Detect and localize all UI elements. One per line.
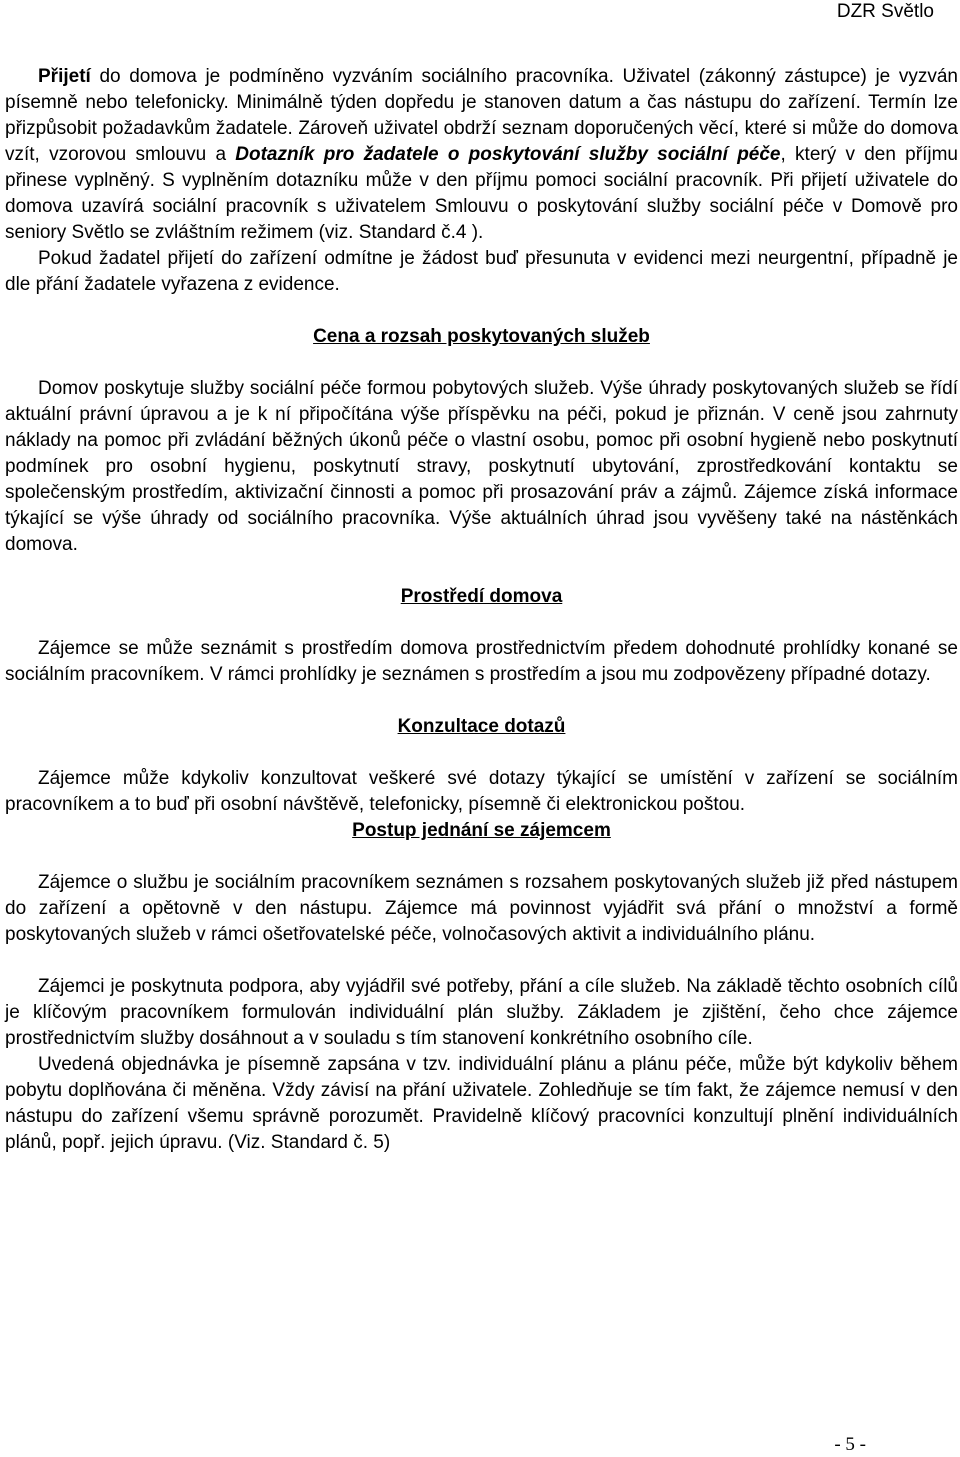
page-number: - 5 - (834, 1434, 866, 1455)
section-paragraph: Uvedená objednávka je písemně zapsána v tzv. individuální plánu a plánu péče, může být kdykoliv během pobytu doplňována či měněna. Vždy závisí na přání uživatele. Zohledňuje se tím fakt, že zájemce nemusí v den nástupu do zařízení všemu správně porozumět. Pravidelně klíčový pracovníci konzultují plnění individuálních plánů, popř. jejich úpravu. (Viz. Standard č. 5) (5, 1054, 958, 1153)
section-paragraph: Zájemce může kdykoliv konzultovat veškeré své dotazy týkající se umístění v zařízení se sociálním pracovníkem a to buď při osobní návštěvě, telefonicky, písemně či elektronickou poštou. (5, 768, 958, 815)
questionnaire-title: Dotazník pro žadatele o poskytování služby sociální péče (235, 144, 781, 165)
intro-bold-lead: Přijetí (38, 66, 91, 87)
document-header: DZR Světlo (836, 1, 934, 22)
document-body (5, 64, 958, 1156)
intro-paragraph (5, 64, 958, 246)
section-heading-consultation: Konzultace dotazů (397, 716, 566, 737)
section-paragraph: Zájemce o službu je sociálním pracovníkem seznámen s rozsahem poskytovaných služeb již před nástupem do zařízení a opětovně v den nástupu. Zájemce má povinnost vyjádřit svá přání o množství a formě poskytovaných služeb v rámci ošetřovatelské péče, volnočasových aktivit a individuálního plánu. (5, 872, 958, 945)
section-paragraph: Zájemce se může seznámit s prostředím domova prostřednictvím předem dohodnuté prohlídky konané se sociálním pracovníkem. V rámci prohlídky je seznámen s prostředím a jsou mu zodpovězeny případné dotazy. (5, 638, 958, 685)
section-heading-environment: Prostředí domova (400, 586, 563, 607)
intro-text-1: do domova je podmíněno vyzváním sociálního pracovníka. Uživatel (zákonný zástupce) je vyzván písemně nebo telefonicky. Minimálně týden dopředu je stanoven datum a čas nástupu do zařízení. Termín lze přizpůsobit požadavkům žadatele. Zároveň uživatel obdrží seznam doporučených věcí, které si může do domova vzít, vzorovou smlouvu a (5, 66, 958, 165)
intro-paragraph-2: Pokud žadatel přijetí do zařízení odmítne je žádost buď přesunuta v evidenci mezi neurgentní, případně je dle přání žadatele vyřazena z evidence. (5, 248, 958, 295)
section-paragraph: Zájemci je poskytnuta podpora, aby vyjádřil své potřeby, přání a cíle služeb. Na základě těchto osobních cílů je klíčovým pracovníkem formulován individuální plán služby. Základem je zjištění, čeho chce zájemce prostřednictvím služby dosáhnout a v souladu s tím stanovení konkrétního osobního cíle. (5, 976, 958, 1049)
intro-text-2: , který v den příjmu přinese vyplněný. S vyplněním dotazníku může v den příjmu pomoci sociální pracovník. Při přijetí uživatele do domova uzavírá sociální pracovník s uživatelem Smlouvu o poskytování služby sociální péče v Domově pro seniory Světlo se zvláštním režimem (viz. Standard č.4 ). (5, 144, 958, 243)
section-heading-procedure: Postup jednání se zájemcem (352, 820, 611, 841)
section-heading-price: Cena a rozsah poskytovaných služeb (313, 326, 650, 347)
section-paragraph: Domov poskytuje služby sociální péče formou pobytových služeb. Výše úhrady poskytovaných služeb se řídí aktuální právní úpravou a je k ní připočítána výše příspěvku na péči, pokud je přiznán. V ceně jsou zahrnuty náklady na pomoc při zvládání běžných úkonů péče o vlastní osobu, pomoc při osobní hygieně nebo poskytnutí podmínek pro osobní hygienu, poskytnutí stravy, poskytnutí ubytování, zprostředkování kontaktu se společenským prostředím, aktivizační činnosti a pomoc při prosazování práv a zájmů. Zájemce získá informace týkající se výše úhrady od sociálního pracovníka. Výše aktuálních úhrad jsou vyvěšeny také na nástěnkách domova. (5, 378, 958, 555)
